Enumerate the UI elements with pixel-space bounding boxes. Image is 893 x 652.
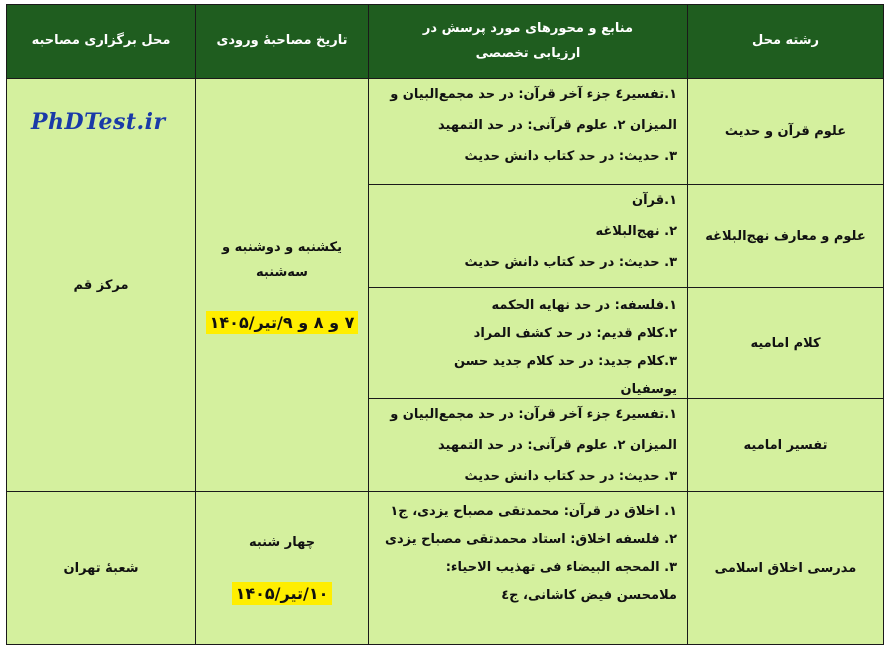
field-name: مدرسی اخلاق اسلامی: [714, 560, 857, 576]
date-cell-qom: [196, 78, 369, 491]
field-cell-nahjolbalagheh: [688, 184, 883, 287]
venue-cell-tehran: [7, 491, 196, 644]
interview-days-qom: یکشنبه و دوشنبه و سه‌شنبه: [222, 239, 342, 280]
venue-qom: مرکز قم: [73, 277, 129, 293]
resource-line: ۱.قرآن: [631, 193, 677, 208]
field-name: کلام امامیه: [750, 335, 821, 351]
resource-line: ملامحسن فیض کاشانی، ج٤: [501, 588, 677, 603]
resource-line: ۳. المحجه البیضاء فی تهذیب الاحیاء:: [445, 560, 677, 575]
venue-tehran: شعبهٔ تهران: [63, 560, 139, 576]
field-cell-akhlagh: [688, 491, 883, 644]
resource-line: ۳. حدیث: در حد کتاب دانش حدیث: [464, 469, 677, 484]
header-field: رشته محل: [688, 5, 883, 78]
resource-line: المیزان ۲. علوم قرآنی: در حد التمهید: [438, 118, 677, 133]
field-name: علوم قرآن و حدیث: [724, 124, 847, 139]
header-date: تاریخ مصاحبهٔ ورودی: [196, 5, 369, 78]
resource-line: ۲. نهج‌البلاغه: [595, 224, 677, 239]
resource-line: ۱. اخلاق در قرآن: محمدتقی مصباح یزدی، ج۱: [390, 504, 677, 519]
field-name: تفسیر امامیه: [743, 437, 828, 453]
resources-cell-kalam: [369, 287, 688, 398]
resource-line: ۲.کلام قدیم: در حد کشف المراد: [473, 326, 677, 341]
resource-line: ۳. حدیث: در حد کتاب دانش حدیث: [464, 149, 677, 164]
resource-line: ۱.فلسفه: در حد نهایه الحکمه: [491, 298, 677, 313]
interview-days-tehran: چهار شنبه: [248, 535, 316, 551]
resources-cell-nahjolbalagheh: [369, 184, 688, 287]
resources-cell-tafsir: [369, 398, 688, 491]
interview-date-tehran: ۱۰/تیر/۱۴۰۵: [232, 582, 333, 605]
interview-date-qom: ۷ و ۸ و ۹/تیر/۱۴۰۵: [206, 311, 359, 334]
resource-line: ۳.کلام جدید: در حد کلام جدید حسن: [453, 354, 677, 369]
date-cell-tehran: [196, 491, 369, 644]
field-cell-quran-hadith: [688, 78, 883, 184]
phdtest-watermark: PhDTest.ir: [31, 109, 166, 135]
resources-cell-akhlagh: [369, 491, 688, 644]
field-cell-kalam: [688, 287, 883, 398]
header-resources: منابع و محورهای مورد پرسش در ارزیابی تخصصی: [369, 5, 688, 78]
field-name: علوم و معارف نهج‌البلاغه: [705, 228, 866, 244]
resource-line: ۱.تفسیر٤ جزء آخر قرآن: در حد مجمع‌البیان و: [390, 407, 677, 422]
resource-line: یوسفیان: [620, 382, 677, 397]
resource-line: ۳. حدیث: در حد کتاب دانش حدیث: [464, 255, 677, 270]
venue-cell-qom: [7, 78, 196, 491]
resource-line: ۲. فلسفه اخلاق: استاد محمدتقی مصباح یزدی: [385, 532, 677, 547]
header-venue: محل برگزاری مصاحبه: [7, 5, 196, 78]
resource-line: المیزان ۲. علوم قرآنی: در حد التمهید: [438, 438, 677, 453]
resources-cell-quran-hadith: [369, 78, 688, 184]
field-cell-tafsir: [688, 398, 883, 491]
resource-line: ۱.تفسیر٤ جزء آخر قرآن: در حد مجمع‌البیان و: [390, 87, 677, 102]
interview-schedule-table: [6, 4, 884, 645]
